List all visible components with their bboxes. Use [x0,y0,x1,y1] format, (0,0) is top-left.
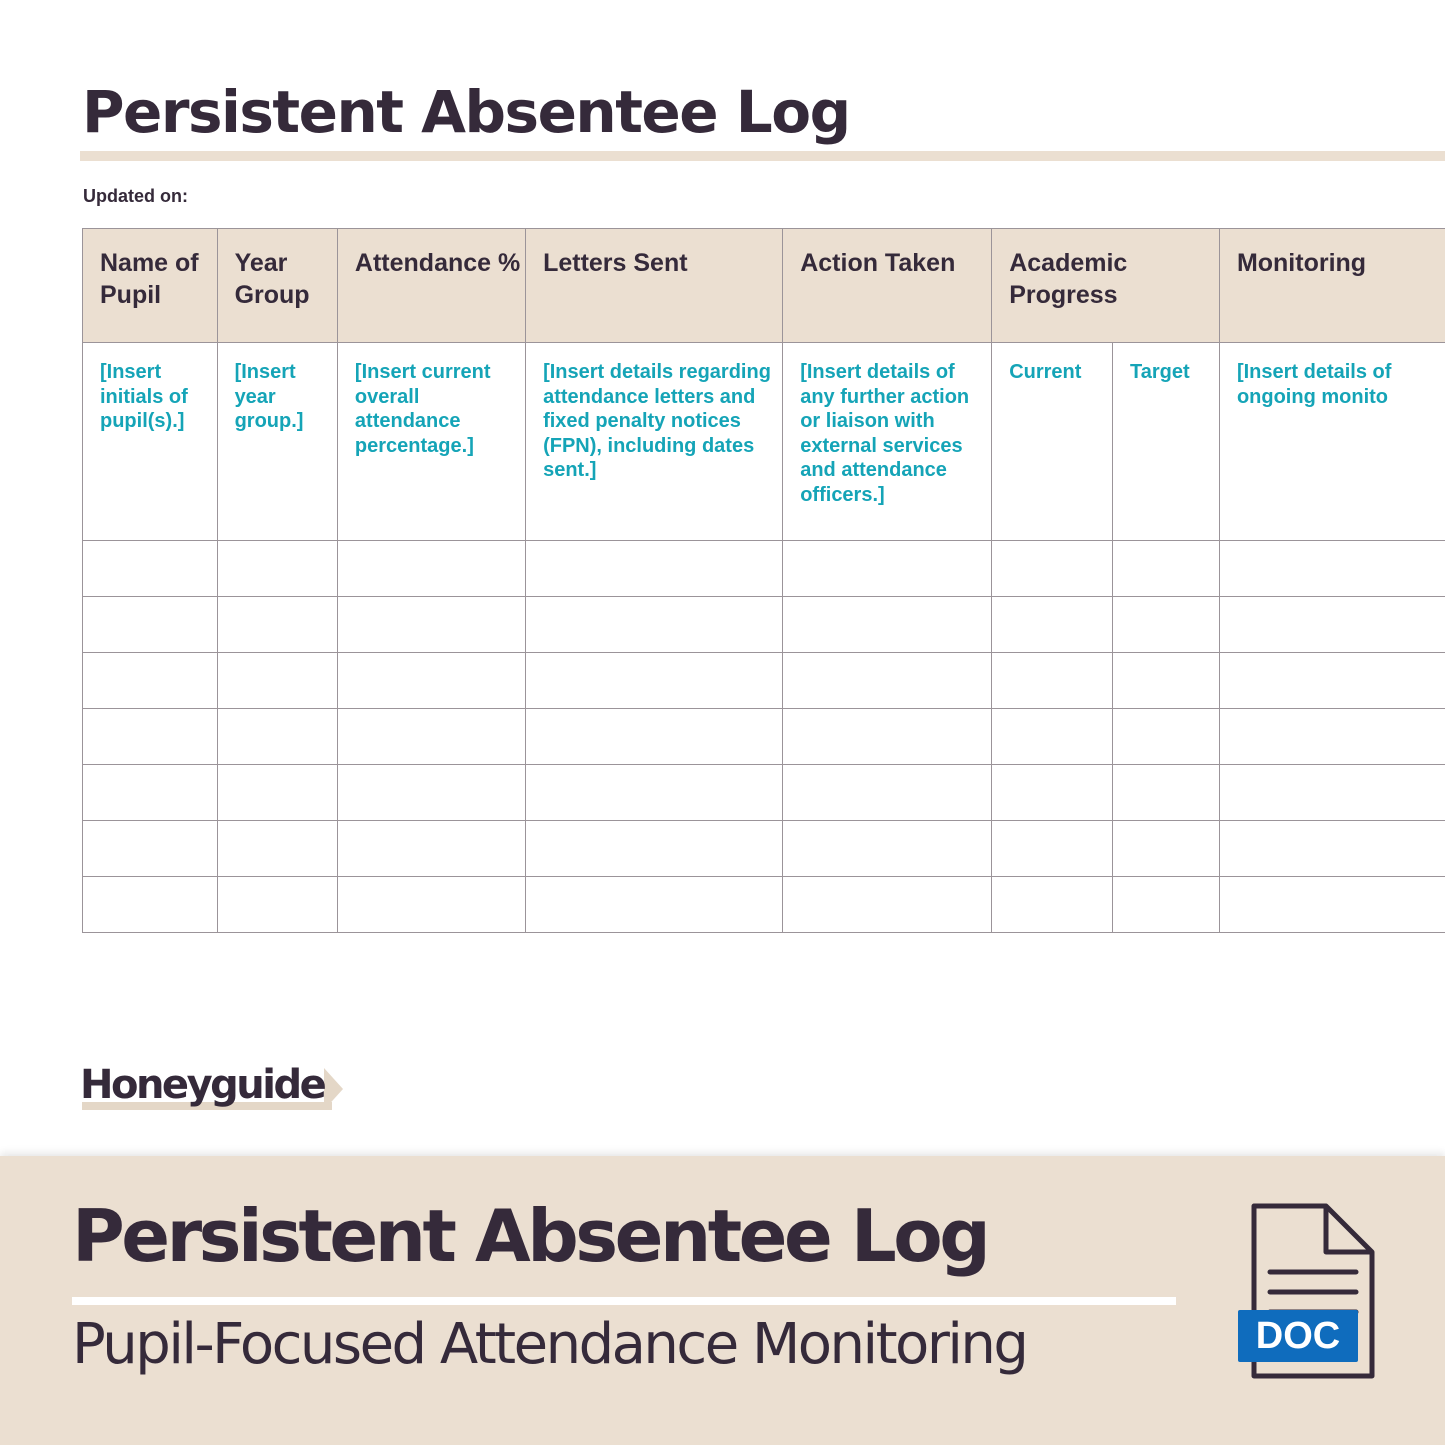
table-row [83,765,1445,821]
doc-badge: DOC [1238,1310,1358,1362]
banner-title: Persistent Absentee Log [72,1194,988,1278]
table-row [83,821,1445,877]
header-monitoring: Monitoring [1219,229,1445,343]
table-row [83,709,1445,765]
table-row [83,597,1445,653]
subheader-target[interactable]: Target [1112,343,1219,541]
title-underline [80,151,1445,161]
header-row [83,229,1445,343]
table-row [83,541,1445,597]
placeholder-pupil-initials[interactable]: [Insert initials of pupil(s).] [83,343,218,541]
honeyguide-logo [80,1062,350,1114]
table-row [83,877,1445,933]
placeholder-monitoring-text: [Insert details of ongoing monito [1236,361,1392,408]
table-row [83,653,1445,709]
placeholder-year-group[interactable]: [Insert year group.] [217,343,337,541]
header-academic-progress: Academic Progress [992,229,1220,343]
header-name-of-pupil: Name of Pupil [83,229,218,343]
header-year-group: Year Group [217,229,337,343]
placeholder-row [83,343,1445,541]
banner-subtitle: Pupil-Focused Attendance Monitoring [72,1312,1027,1377]
header-attendance: Attendance % [337,229,525,343]
updated-on-label: Updated on: [83,186,188,206]
absentee-log-table [82,228,1445,933]
placeholder-action-taken[interactable]: [Insert details of any further action or liaison with external services and attendance officers.] [783,343,992,541]
subheader-current[interactable]: Current [992,343,1113,541]
placeholder-attendance[interactable]: [Insert current overall attendance percentage.] [337,343,525,541]
product-banner [0,1156,1445,1445]
logo-text: Honeyguide [80,1062,325,1108]
logo-chevron [324,1068,343,1110]
banner-underline [72,1297,1176,1305]
placeholder-letters-sent[interactable]: [Insert details regarding attendance letters and fixed penalty notices (FPN), including dates sent.] [526,343,783,541]
placeholder-monitoring[interactable] [1219,343,1445,541]
header-action-taken: Action Taken [783,229,992,343]
document-title: Persistent Absentee Log [82,78,850,146]
header-letters-sent: Letters Sent [526,229,783,343]
